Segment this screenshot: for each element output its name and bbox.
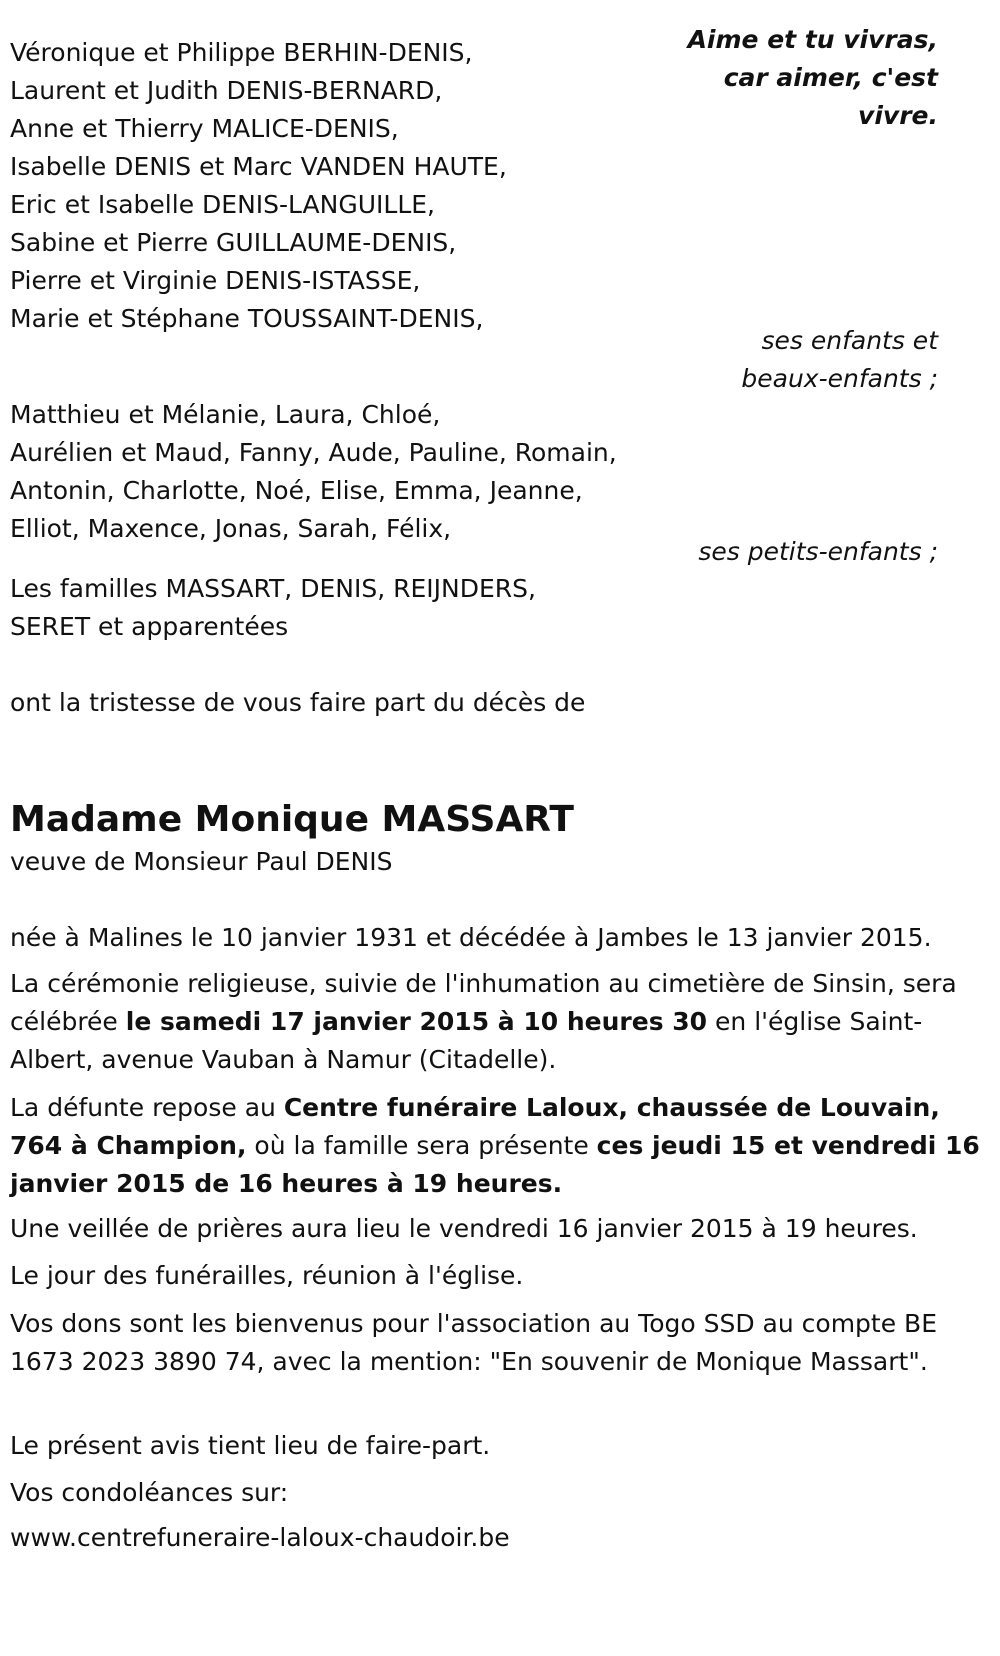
ceremony-date: le samedi 17 janvier 2015 à 10 heures 30 (125, 1007, 708, 1036)
vigil: Une veillée de prières aura lieu le vendredi 16 janvier 2015 à 19 heures. (10, 1214, 918, 1243)
ceremony-paragraph (10, 965, 985, 1079)
funeral-day: Le jour des funérailles, réunion à l'église. (10, 1261, 524, 1290)
relation-line: ses enfants et (761, 326, 938, 355)
visiting-hours: ces jeudi 15 et vendredi 16 janvier 2015 de 16 heures à 19 heures. (10, 1131, 980, 1198)
child-line: Laurent et Judith DENIS-BERNARD, (10, 76, 443, 105)
deceased-name: Madame Monique MASSART (10, 799, 574, 840)
announcement: ont la tristesse de vous faire part du décès de (10, 688, 586, 717)
grandchild-line: Matthieu et Mélanie, Laura, Chloé, (10, 400, 441, 429)
grandchild-line: Antonin, Charlotte, Noé, Elise, Emma, Jeanne, (10, 476, 583, 505)
epigraph (688, 21, 938, 135)
condolences-label: Vos condoléances sur: (10, 1478, 289, 1507)
birth-death: née à Malines le 10 janvier 1931 et décédée à Jambes le 13 janvier 2015. (10, 923, 932, 952)
child-line: Pierre et Virginie DENIS-ISTASSE, (10, 266, 421, 295)
child-line: Marie et Stéphane TOUSSAINT-DENIS, (10, 304, 484, 333)
child-line: Sabine et Pierre GUILLAUME-DENIS, (10, 228, 457, 257)
ceremony-text: La cérémonie religieuse, suivie de l'inhumation au cimetière de Sinsin, sera célébrée (10, 969, 957, 1036)
widow-of: veuve de Monsieur Paul DENIS (10, 847, 393, 876)
epigraph-line: vivre. (858, 101, 938, 130)
donations: Vos dons sont les bienvenus pour l'association au Togo SSD au compte BE 1673 2023 3890 74, avec la mention: "En souvenir de Monique Massart". (10, 1309, 937, 1376)
families-line: SERET et apparentées (10, 612, 289, 641)
relation-line: beaux-enfants ; (741, 364, 938, 393)
rest-location: Centre funéraire Laloux, chaussée de Louvain, 764 à Champion, (10, 1093, 940, 1160)
child-line: Anne et Thierry MALICE-DENIS, (10, 114, 399, 143)
ceremony-place: en l'église Saint-Albert, avenue Vauban à Namur (Citadelle). (10, 1007, 923, 1074)
epigraph-line: car aimer, c'est (723, 63, 938, 92)
child-line: Véronique et Philippe BERHIN-DENIS, (10, 38, 473, 67)
children-relation (741, 322, 938, 398)
rest-paragraph (10, 1089, 985, 1203)
child-line: Eric et Isabelle DENIS-LANGUILLE, (10, 190, 435, 219)
website-link[interactable]: www.centrefuneraire-laloux-chaudoir.be (10, 1523, 510, 1552)
grandchild-line: Aurélien et Maud, Fanny, Aude, Pauline, Romain, (10, 438, 617, 467)
epigraph-line: Aime et tu vivras, (687, 25, 938, 54)
grandchild-line: Elliot, Maxence, Jonas, Sarah, Félix, (10, 514, 452, 543)
rest-text-mid: où la famille sera présente (246, 1131, 597, 1160)
child-line: Isabelle DENIS et Marc VANDEN HAUTE, (10, 152, 507, 181)
rest-text: La défunte repose au (10, 1093, 284, 1122)
families-line: Les familles MASSART, DENIS, REIJNDERS, (10, 574, 536, 603)
notice: Le présent avis tient lieu de faire-part. (10, 1431, 491, 1460)
grandchildren-relation: ses petits-enfants ; (698, 537, 938, 566)
